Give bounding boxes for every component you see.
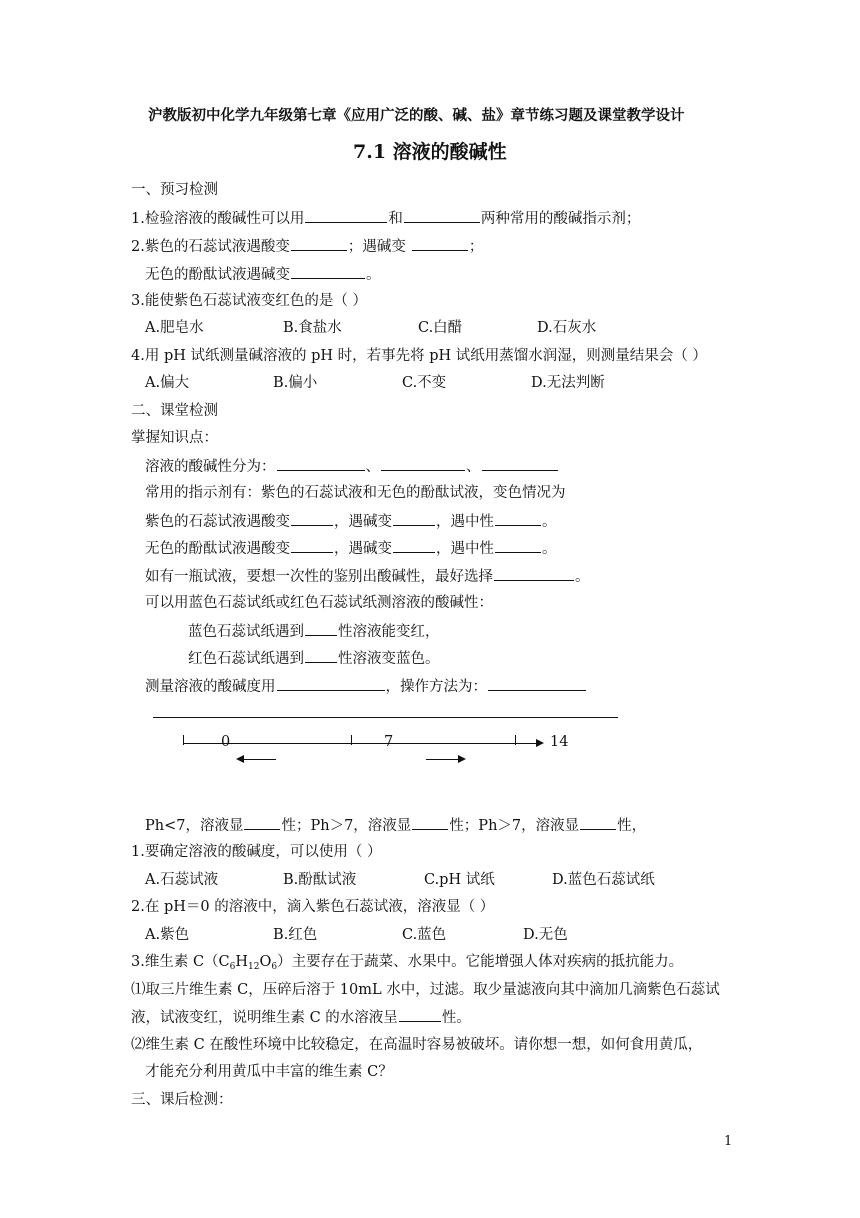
exercise-1-option-d: D.蓝色石蕊试纸 xyxy=(552,872,655,888)
exercise-1-option-c: C.pH 试纸 xyxy=(424,872,495,888)
question-3-option-d: D.石灰水 xyxy=(537,320,597,336)
knowledge-1 xyxy=(145,456,559,477)
text: 性；Ph＞7，溶液显 xyxy=(449,818,580,834)
text: ；遇碱变 xyxy=(347,239,406,255)
text: 无色的酚酞试液遇碱变 xyxy=(145,267,290,283)
exercise-2-option-b: B.红色 xyxy=(273,927,318,943)
text: 。 xyxy=(542,541,557,557)
blank xyxy=(494,566,574,581)
knowledge-5 xyxy=(145,566,590,587)
acid-arrow-shaft xyxy=(244,759,276,760)
separator: 、 xyxy=(365,459,380,475)
question-3-option-a: A.肥皂水 xyxy=(145,320,204,336)
blank xyxy=(291,511,333,526)
page-number: 1 xyxy=(724,1134,733,1149)
exercise-2-option-c: C.蓝色 xyxy=(402,927,447,943)
subscript: 6 xyxy=(229,962,236,972)
blank xyxy=(291,264,365,279)
exercise-3-part-1: ⑴取三片维生素 C，压碎后溶于 10mL 水中，过滤。取少量滤液向其中滴加几滴紫色石蕊试 xyxy=(131,982,720,998)
blank xyxy=(482,456,558,471)
ph-scale-axis xyxy=(183,743,538,744)
axis-arrowhead-icon xyxy=(536,739,544,747)
ph-label-0: 0 xyxy=(221,734,231,750)
text: 性， xyxy=(617,818,647,834)
preview-heading: 一、预习检测 xyxy=(131,182,218,198)
ph-tick-7 xyxy=(351,735,352,745)
question-4-option-a: A.偏大 xyxy=(145,375,190,391)
text: ，遇碱变 xyxy=(334,514,392,530)
blank xyxy=(580,815,616,830)
ph-summary-line xyxy=(145,815,646,836)
knowledge-2: 常用的指示剂有：紫色的石蕊试液和无色的酚酞试液，变色情况为 xyxy=(145,485,566,501)
exercise-1: 1.要确定溶液的酸碱度，可以使用（ ） xyxy=(131,844,382,860)
blank xyxy=(393,538,435,553)
text: ，遇中性 xyxy=(436,541,494,557)
text: ，遇碱变 xyxy=(334,541,392,557)
exercise-1-option-b: B.酚酞试液 xyxy=(283,872,357,888)
question-1 xyxy=(131,208,640,229)
text: 。 xyxy=(575,569,590,585)
text: 蓝色石蕊试纸遇到 xyxy=(188,624,304,640)
blank xyxy=(412,236,468,251)
knowledge-8 xyxy=(188,648,440,669)
blank xyxy=(244,815,280,830)
exercise-2-option-a: A.紫色 xyxy=(145,927,190,943)
text: Ph<7，溶液显 xyxy=(145,818,244,834)
section-title: 7.1 溶液的酸碱性 xyxy=(353,141,507,163)
blank xyxy=(305,648,337,663)
text: ，遇中性 xyxy=(436,514,494,530)
subscript: 12 xyxy=(248,962,260,972)
left-arrow-icon xyxy=(236,755,244,763)
knowledge-4 xyxy=(145,538,557,559)
ph-label-7: 7 xyxy=(384,734,394,750)
text: ； xyxy=(468,239,484,255)
blank xyxy=(488,676,586,691)
text: 两种常用的酸碱指示剂； xyxy=(480,211,641,227)
text: 性。 xyxy=(441,1010,471,1026)
text: H xyxy=(235,954,249,970)
exercise-3 xyxy=(131,952,683,972)
exercise-2-option-d: D.无色 xyxy=(523,927,568,943)
separator: 、 xyxy=(466,459,481,475)
text: 。 xyxy=(366,267,381,283)
base-arrow-shaft xyxy=(426,759,458,760)
knowledge-3 xyxy=(145,511,557,532)
after-class-heading: 三、课后检测： xyxy=(131,1092,233,1108)
ph-label-14: 14 xyxy=(550,734,569,750)
text: 紫色的石蕊试液遇酸变 xyxy=(145,514,290,530)
question-4-option-c: C.不变 xyxy=(402,375,447,391)
text: O xyxy=(259,954,272,970)
exercise-3-part-2: ⑵维生素 C 在酸性环境中比较稳定，在高温时容易被破坏。请你想一想，如何食用黄瓜， xyxy=(131,1037,703,1053)
blank xyxy=(277,676,385,691)
text: 红色石蕊试纸遇到 xyxy=(188,651,304,667)
text: 溶液的酸碱性分为： xyxy=(145,459,276,475)
text: 如有一瓶试液，要想一次性的鉴别出酸碱性，最好选择 xyxy=(145,569,493,585)
exercise-3-part-1-line-2 xyxy=(131,1007,471,1028)
blank xyxy=(393,511,435,526)
classroom-heading: 二、课堂检测 xyxy=(131,403,218,419)
ph-tick-0 xyxy=(183,735,184,745)
blank xyxy=(305,621,337,636)
text: 2.紫色的石蕊试液遇酸变 xyxy=(131,239,290,255)
question-3-option-b: B.食盐水 xyxy=(283,320,342,336)
knowledge-9 xyxy=(145,676,587,697)
exercise-3-part-2-line-2: 才能充分利用黄瓜中丰富的维生素 C？ xyxy=(145,1064,393,1080)
knowledge-6: 可以用蓝色石蕊试纸或红色石蕊试纸测溶液的酸碱性： xyxy=(145,595,493,611)
text: 测量溶液的酸碱度用 xyxy=(145,679,276,695)
text: 性溶液能变红， xyxy=(338,624,440,640)
blank xyxy=(277,456,365,471)
question-4: 4.用 pH 试纸测量碱溶液的 pH 时，若事先将 pH 试纸用蒸馏水润湿，则测量结果会（ ） xyxy=(131,348,707,364)
question-2-line-2 xyxy=(145,264,381,285)
knowledge-7 xyxy=(188,621,440,642)
exercise-1-option-a: A.石蕊试液 xyxy=(145,872,219,888)
blank xyxy=(399,1007,441,1022)
text: 。 xyxy=(542,514,557,530)
question-4-option-b: B.偏小 xyxy=(273,375,318,391)
text: 性溶液变蓝色。 xyxy=(338,651,440,667)
blank xyxy=(305,208,387,223)
blank xyxy=(291,236,347,251)
text: 1.检验溶液的酸碱性可以用 xyxy=(131,211,305,227)
question-3: 3.能使紫色石蕊试液变红色的是（ ） xyxy=(131,293,367,309)
question-2 xyxy=(131,236,483,257)
knowledge-label: 掌握知识点： xyxy=(131,430,218,446)
blank xyxy=(495,511,541,526)
ph-tick-14 xyxy=(515,735,516,745)
text: ，操作方法为： xyxy=(385,679,487,695)
text: 3.维生素 C（C xyxy=(131,954,230,970)
exercise-2: 2.在 pH＝0 的溶液中，滴入紫色石蕊试液，溶液显（ ） xyxy=(131,899,495,915)
blank xyxy=(291,538,333,553)
blank xyxy=(404,208,480,223)
blank xyxy=(495,538,541,553)
long-rule-line xyxy=(153,717,618,718)
text: 和 xyxy=(388,211,403,227)
text: ）主要存在于蔬菜、水果中。它能增强人体对疾病的抵抗能力。 xyxy=(277,954,684,970)
blank xyxy=(412,815,448,830)
document-title: 沪教版初中化学九年级第七章《应用广泛的酸、碱、盐》章节练习题及课堂教学设计 xyxy=(148,107,685,124)
question-4-option-d: D.无法判断 xyxy=(531,375,605,391)
question-3-option-c: C.白醋 xyxy=(418,320,463,336)
right-arrow-icon xyxy=(458,755,466,763)
text: 液，试液变红，说明维生素 C 的水溶液呈 xyxy=(131,1010,398,1026)
blank xyxy=(381,456,465,471)
subscript: 6 xyxy=(271,962,278,972)
text: 无色的酚酞试液遇酸变 xyxy=(145,541,290,557)
text: 性；Ph＞7，溶液显 xyxy=(281,818,412,834)
